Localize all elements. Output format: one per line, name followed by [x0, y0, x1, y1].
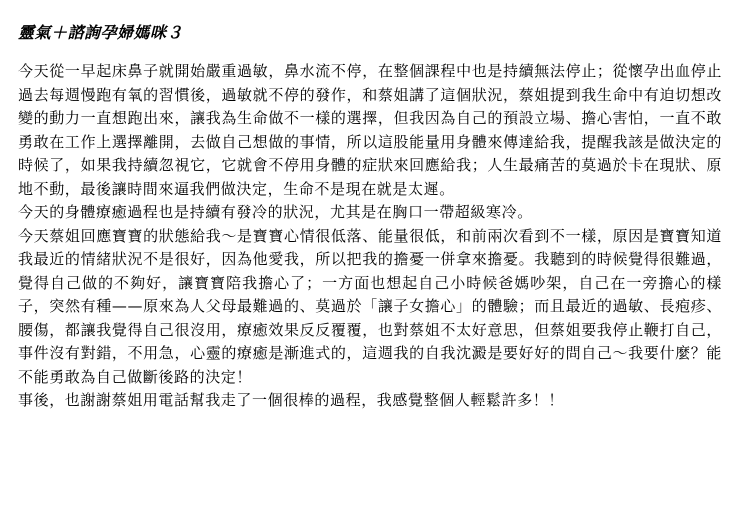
paragraph-thanks: 事後，也謝謝蔡姐用電話幫我走了一個很棒的過程，我感覺整個人輕鬆許多！！ [18, 391, 565, 409]
paragraph-baby-state: 今天蔡姐回應寶寶的狀態給我～是寶寶心情很低落、能量很低，和前兩次看到不一樣，原因是寶寶知道我最近的情緒狀況不是很好，因為他愛我，所以把我的擔憂一併拿來擔憂。我聽到的時候覺得很難過，覺得自己做的不夠好，讓寶寶陪我擔心了；一方面也想起自己小時候爸媽吵架，自己在一旁擔心的樣子，突然有種——原來為人父母最難過的、莫過於「讓子女擔心」的體驗；而且最近的過敏、長疱疹、腰傷，都讓我覺得自己很沒用，療癒效果反反覆覆，也對蔡姐不太好意思，但蔡姐要我停止鞭打自己，事件沒有對錯，不用急，心靈的療癒是漸進式的，這週我的自我沈澱是要好好的問自己～我要什麼？能不能勇敢為自己做斷後路的決定！ [18, 226, 722, 386]
paragraph-body-healing: 今天的身體療癒過程也是持續有發冷的狀況，尤其是在胸口一帶超級寒冷。 [18, 203, 533, 221]
paragraph-allergy: 今天從一早起床鼻子就開始嚴重過敏，鼻水流不停，在整個課程中也是持續無法停止；從懷孕出血停止過去每週慢跑有氧的習慣後，過敏就不停的發作，和蔡姐講了這個狀況，蔡姐提到我生命中有迫切想改變的動力一直想跑出來，讓我為生命做不一樣的選擇，但我因為自己的預設立場、擔心害怕，一直不敢勇敢在工作上選擇離開，去做自己想做的事情，所以這股能量用身體來傳達給我，提醒我該是做決定的時候了，如果我持續忽視它，它就會不停用身體的症狀來回應給我；人生最痛苦的莫過於卡在現狀、原地不動，最後讓時間來逼我們做決定，生命不是現在就是太遲。 [18, 62, 722, 198]
document-title: 靈氣＋諮詢孕婦媽咪３ [18, 23, 184, 42]
